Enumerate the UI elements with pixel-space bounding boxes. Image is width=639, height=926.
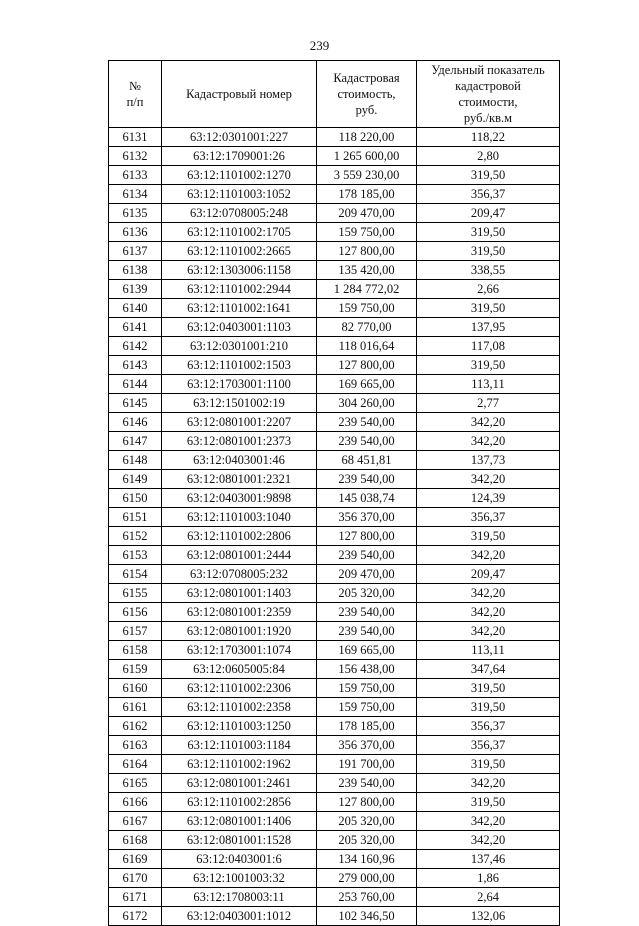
row-number-cell: 6159 — [109, 660, 162, 679]
table-row — [109, 508, 560, 527]
specific-value-cell: 209,47 — [417, 565, 560, 584]
cadastral-value-cell: 169 665,00 — [317, 641, 417, 660]
row-number-cell: 6164 — [109, 755, 162, 774]
row-number-cell: 6167 — [109, 812, 162, 831]
table-row — [109, 736, 560, 755]
cadastral-number-cell: 63:12:1101002:2665 — [162, 242, 317, 261]
cadastral-number-cell: 63:12:1101002:2358 — [162, 698, 317, 717]
specific-value-cell: 137,95 — [417, 318, 560, 337]
row-number-cell: 6141 — [109, 318, 162, 337]
cadastral-number-cell: 63:12:0801001:1920 — [162, 622, 317, 641]
table-row — [109, 622, 560, 641]
cadastral-table — [108, 60, 560, 926]
cadastral-value-cell: 304 260,00 — [317, 394, 417, 413]
cadastral-number-cell: 63:12:1101003:1184 — [162, 736, 317, 755]
table-row — [109, 489, 560, 508]
cadastral-number-cell: 63:12:0403001:1012 — [162, 907, 317, 926]
row-number-cell: 6142 — [109, 337, 162, 356]
table-row — [109, 698, 560, 717]
row-number-cell: 6131 — [109, 128, 162, 147]
specific-value-cell: 319,50 — [417, 793, 560, 812]
cadastral-number-cell: 63:12:1101002:2944 — [162, 280, 317, 299]
cadastral-number-cell: 63:12:1101003:1040 — [162, 508, 317, 527]
header-cadastral-number: Кадастровый номер — [162, 61, 317, 128]
header-cadastral-value — [317, 61, 417, 128]
table-row — [109, 717, 560, 736]
row-number-cell: 6155 — [109, 584, 162, 603]
cadastral-value-cell: 118 220,00 — [317, 128, 417, 147]
header-cadastral-value-line-2: стоимость, — [337, 87, 396, 101]
table-row — [109, 660, 560, 679]
row-number-cell: 6138 — [109, 261, 162, 280]
specific-value-cell: 319,50 — [417, 356, 560, 375]
table-row — [109, 223, 560, 242]
header-specific-value — [417, 61, 560, 128]
table-row — [109, 185, 560, 204]
table-row — [109, 204, 560, 223]
cadastral-number-cell: 63:12:1101002:1270 — [162, 166, 317, 185]
cadastral-number-cell: 63:12:1101002:2806 — [162, 527, 317, 546]
header-specific-value-line-4: руб./кв.м — [463, 111, 513, 125]
table-row — [109, 812, 560, 831]
row-number-cell: 6153 — [109, 546, 162, 565]
cadastral-value-cell: 82 770,00 — [317, 318, 417, 337]
cadastral-value-cell: 239 540,00 — [317, 622, 417, 641]
header-specific-value-line-3: стоимости, — [458, 95, 518, 109]
specific-value-cell: 347,64 — [417, 660, 560, 679]
table-row — [109, 261, 560, 280]
cadastral-value-cell: 156 438,00 — [317, 660, 417, 679]
specific-value-cell: 124,39 — [417, 489, 560, 508]
row-number-cell: 6165 — [109, 774, 162, 793]
cadastral-value-cell: 239 540,00 — [317, 432, 417, 451]
table-row — [109, 793, 560, 812]
cadastral-number-cell: 63:12:0708005:232 — [162, 565, 317, 584]
header-num-line-1: № — [129, 79, 141, 93]
row-number-cell: 6170 — [109, 869, 162, 888]
cadastral-value-cell: 1 284 772,02 — [317, 280, 417, 299]
specific-value-cell: 319,50 — [417, 299, 560, 318]
table-row — [109, 337, 560, 356]
table-row — [109, 603, 560, 622]
cadastral-value-cell: 209 470,00 — [317, 565, 417, 584]
table-row — [109, 375, 560, 394]
table-row — [109, 470, 560, 489]
row-number-cell: 6161 — [109, 698, 162, 717]
row-number-cell: 6143 — [109, 356, 162, 375]
table-header — [109, 61, 560, 128]
row-number-cell: 6163 — [109, 736, 162, 755]
cadastral-value-cell: 205 320,00 — [317, 812, 417, 831]
row-number-cell: 6137 — [109, 242, 162, 261]
row-number-cell: 6166 — [109, 793, 162, 812]
cadastral-value-cell: 253 760,00 — [317, 888, 417, 907]
table-body — [109, 128, 560, 926]
specific-value-cell: 342,20 — [417, 432, 560, 451]
row-number-cell: 6144 — [109, 375, 162, 394]
row-number-cell: 6154 — [109, 565, 162, 584]
table-row — [109, 432, 560, 451]
row-number-cell: 6158 — [109, 641, 162, 660]
header-row — [109, 61, 560, 128]
specific-value-cell: 209,47 — [417, 204, 560, 223]
cadastral-number-cell: 63:12:0801001:2359 — [162, 603, 317, 622]
cadastral-number-cell: 63:12:0801001:2373 — [162, 432, 317, 451]
specific-value-cell: 2,64 — [417, 888, 560, 907]
row-number-cell: 6140 — [109, 299, 162, 318]
cadastral-number-cell: 63:12:0301001:210 — [162, 337, 317, 356]
cadastral-value-cell: 209 470,00 — [317, 204, 417, 223]
cadastral-number-cell: 63:12:0801001:2321 — [162, 470, 317, 489]
cadastral-value-cell: 127 800,00 — [317, 242, 417, 261]
specific-value-cell: 342,20 — [417, 546, 560, 565]
header-specific-value-line-1: Удельный показатель — [431, 63, 545, 77]
row-number-cell: 6160 — [109, 679, 162, 698]
row-number-cell: 6172 — [109, 907, 162, 926]
row-number-cell: 6133 — [109, 166, 162, 185]
cadastral-value-cell: 145 038,74 — [317, 489, 417, 508]
table-row — [109, 527, 560, 546]
table-row — [109, 755, 560, 774]
row-number-cell: 6157 — [109, 622, 162, 641]
cadastral-value-cell: 356 370,00 — [317, 508, 417, 527]
cadastral-number-cell: 63:12:0801001:1406 — [162, 812, 317, 831]
row-number-cell: 6162 — [109, 717, 162, 736]
cadastral-number-cell: 63:12:1501002:19 — [162, 394, 317, 413]
cadastral-value-cell: 205 320,00 — [317, 831, 417, 850]
table-row — [109, 584, 560, 603]
cadastral-number-cell: 63:12:1709001:26 — [162, 147, 317, 166]
specific-value-cell: 118,22 — [417, 128, 560, 147]
specific-value-cell: 113,11 — [417, 375, 560, 394]
cadastral-value-cell: 134 160,96 — [317, 850, 417, 869]
cadastral-value-cell: 239 540,00 — [317, 603, 417, 622]
table-row — [109, 242, 560, 261]
table-row — [109, 888, 560, 907]
table-row — [109, 831, 560, 850]
row-number-cell: 6136 — [109, 223, 162, 242]
cadastral-number-cell: 63:12:1101002:1641 — [162, 299, 317, 318]
table-row — [109, 280, 560, 299]
specific-value-cell: 356,37 — [417, 717, 560, 736]
table-row — [109, 546, 560, 565]
cadastral-number-cell: 63:12:1101002:1503 — [162, 356, 317, 375]
cadastral-value-cell: 1 265 600,00 — [317, 147, 417, 166]
cadastral-number-cell: 63:12:0801001:2461 — [162, 774, 317, 793]
specific-value-cell: 2,66 — [417, 280, 560, 299]
specific-value-cell: 319,50 — [417, 755, 560, 774]
row-number-cell: 6148 — [109, 451, 162, 470]
specific-value-cell: 356,37 — [417, 508, 560, 527]
cadastral-number-cell: 63:12:0403001:9898 — [162, 489, 317, 508]
specific-value-cell: 319,50 — [417, 679, 560, 698]
cadastral-value-cell: 3 559 230,00 — [317, 166, 417, 185]
table-row — [109, 147, 560, 166]
cadastral-value-cell: 169 665,00 — [317, 375, 417, 394]
row-number-cell: 6149 — [109, 470, 162, 489]
cadastral-value-cell: 159 750,00 — [317, 679, 417, 698]
row-number-cell: 6145 — [109, 394, 162, 413]
cadastral-value-cell: 118 016,64 — [317, 337, 417, 356]
specific-value-cell: 342,20 — [417, 603, 560, 622]
cadastral-number-cell: 63:12:1303006:1158 — [162, 261, 317, 280]
specific-value-cell: 342,20 — [417, 413, 560, 432]
specific-value-cell: 137,46 — [417, 850, 560, 869]
row-number-cell: 6135 — [109, 204, 162, 223]
cadastral-number-cell: 63:12:1001003:32 — [162, 869, 317, 888]
cadastral-value-cell: 127 800,00 — [317, 793, 417, 812]
specific-value-cell: 342,20 — [417, 622, 560, 641]
cadastral-number-cell: 63:12:0605005:84 — [162, 660, 317, 679]
table-row — [109, 451, 560, 470]
cadastral-number-cell: 63:12:0403001:6 — [162, 850, 317, 869]
specific-value-cell: 356,37 — [417, 185, 560, 204]
cadastral-value-cell: 159 750,00 — [317, 299, 417, 318]
specific-value-cell: 113,11 — [417, 641, 560, 660]
cadastral-number-cell: 63:12:0301001:227 — [162, 128, 317, 147]
cadastral-value-cell: 191 700,00 — [317, 755, 417, 774]
header-cadastral-value-line-1: Кадастровая — [333, 71, 400, 85]
specific-value-cell: 1,86 — [417, 869, 560, 888]
cadastral-value-cell: 239 540,00 — [317, 470, 417, 489]
specific-value-cell: 342,20 — [417, 470, 560, 489]
table-row — [109, 641, 560, 660]
cadastral-value-cell: 135 420,00 — [317, 261, 417, 280]
specific-value-cell: 342,20 — [417, 774, 560, 793]
specific-value-cell: 319,50 — [417, 698, 560, 717]
cadastral-value-cell: 159 750,00 — [317, 223, 417, 242]
cadastral-number-cell: 63:12:1101002:1962 — [162, 755, 317, 774]
table-row — [109, 907, 560, 926]
page-number: 239 — [309, 38, 330, 53]
table-row — [109, 565, 560, 584]
header-specific-value-line-2: кадастровой — [455, 79, 521, 93]
cadastral-value-cell: 239 540,00 — [317, 774, 417, 793]
cadastral-number-cell: 63:12:0801001:1528 — [162, 831, 317, 850]
row-number-cell: 6151 — [109, 508, 162, 527]
row-number-cell: 6168 — [109, 831, 162, 850]
table-row — [109, 774, 560, 793]
cadastral-number-cell: 63:12:1708003:11 — [162, 888, 317, 907]
specific-value-cell: 319,50 — [417, 223, 560, 242]
specific-value-cell: 2,80 — [417, 147, 560, 166]
table-row — [109, 850, 560, 869]
cadastral-value-cell: 178 185,00 — [317, 717, 417, 736]
row-number-cell: 6146 — [109, 413, 162, 432]
cadastral-number-cell: 63:12:1101003:1052 — [162, 185, 317, 204]
cadastral-value-cell: 159 750,00 — [317, 698, 417, 717]
row-number-cell: 6156 — [109, 603, 162, 622]
table-row — [109, 679, 560, 698]
row-number-cell: 6147 — [109, 432, 162, 451]
row-number-cell: 6169 — [109, 850, 162, 869]
cadastral-number-cell: 63:12:1703001:1074 — [162, 641, 317, 660]
cadastral-value-cell: 356 370,00 — [317, 736, 417, 755]
table-row — [109, 413, 560, 432]
table-row — [109, 128, 560, 147]
table-row — [109, 394, 560, 413]
cadastral-value-cell: 127 800,00 — [317, 356, 417, 375]
table-row — [109, 318, 560, 337]
cadastral-number-cell: 63:12:0403001:1103 — [162, 318, 317, 337]
specific-value-cell: 342,20 — [417, 831, 560, 850]
table-row — [109, 299, 560, 318]
table-row — [109, 166, 560, 185]
cadastral-value-cell: 205 320,00 — [317, 584, 417, 603]
cadastral-value-cell: 68 451,81 — [317, 451, 417, 470]
row-number-cell: 6134 — [109, 185, 162, 204]
row-number-cell: 6171 — [109, 888, 162, 907]
row-number-cell: 6152 — [109, 527, 162, 546]
specific-value-cell: 137,73 — [417, 451, 560, 470]
row-number-cell: 6132 — [109, 147, 162, 166]
row-number-cell: 6139 — [109, 280, 162, 299]
table-row — [109, 356, 560, 375]
header-num-line-2: п/п — [126, 95, 144, 109]
cadastral-value-cell: 127 800,00 — [317, 527, 417, 546]
cadastral-number-cell: 63:12:0708005:248 — [162, 204, 317, 223]
specific-value-cell: 2,77 — [417, 394, 560, 413]
cadastral-number-cell: 63:12:1101002:2856 — [162, 793, 317, 812]
cadastral-value-cell: 239 540,00 — [317, 546, 417, 565]
row-number-cell: 6150 — [109, 489, 162, 508]
cadastral-value-cell: 279 000,00 — [317, 869, 417, 888]
cadastral-number-cell: 63:12:0801001:1403 — [162, 584, 317, 603]
cadastral-number-cell: 63:12:1101002:1705 — [162, 223, 317, 242]
header-cadastral-value-line-3: руб. — [355, 103, 378, 117]
specific-value-cell: 342,20 — [417, 584, 560, 603]
specific-value-cell: 342,20 — [417, 812, 560, 831]
cadastral-value-cell: 178 185,00 — [317, 185, 417, 204]
cadastral-value-cell: 102 346,50 — [317, 907, 417, 926]
specific-value-cell: 338,55 — [417, 261, 560, 280]
cadastral-number-cell: 63:12:1101002:2306 — [162, 679, 317, 698]
header-num — [109, 61, 162, 128]
specific-value-cell: 319,50 — [417, 527, 560, 546]
cadastral-number-cell: 63:12:1101003:1250 — [162, 717, 317, 736]
specific-value-cell: 132,06 — [417, 907, 560, 926]
specific-value-cell: 319,50 — [417, 242, 560, 261]
cadastral-value-cell: 239 540,00 — [317, 413, 417, 432]
cadastral-number-cell: 63:12:0801001:2207 — [162, 413, 317, 432]
specific-value-cell: 319,50 — [417, 166, 560, 185]
cadastral-number-cell: 63:12:0403001:46 — [162, 451, 317, 470]
specific-value-cell: 356,37 — [417, 736, 560, 755]
specific-value-cell: 117,08 — [417, 337, 560, 356]
cadastral-number-cell: 63:12:0801001:2444 — [162, 546, 317, 565]
cadastral-number-cell: 63:12:1703001:1100 — [162, 375, 317, 394]
table-row — [109, 869, 560, 888]
